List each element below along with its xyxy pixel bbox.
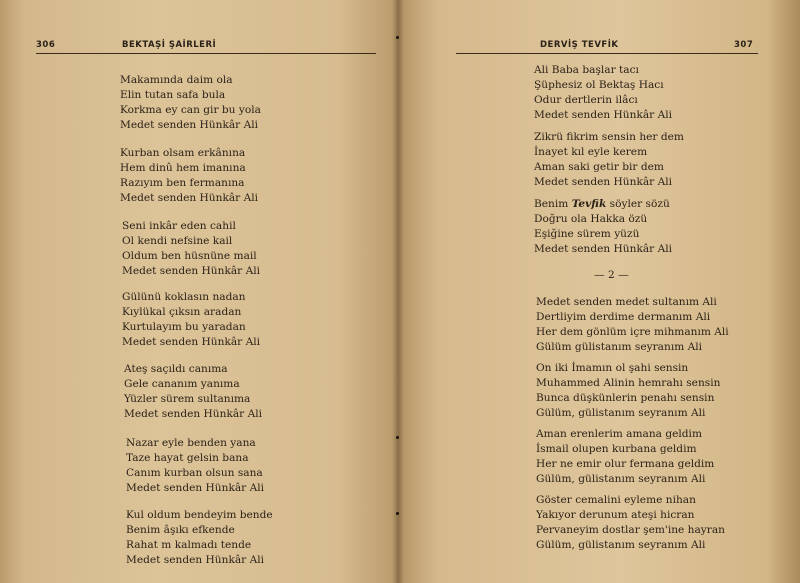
verse-line: İnayet kıl eyle kerem (534, 146, 648, 158)
left-stanza-4 (122, 290, 260, 350)
left-stanza-1 (120, 73, 261, 133)
left-page-number: 306 (36, 40, 56, 50)
verse-line: Zikrü fikrim sensin her dem (534, 131, 684, 143)
verse-line: Medet senden Hünkâr Ali (534, 243, 673, 255)
verse-line: Medet senden Hünkâr Ali (120, 192, 259, 204)
verse-line: On iki İmamın ol şahi sensin (536, 362, 689, 374)
verse-line: Yakıyor derunum ateşi hicran (536, 509, 695, 521)
verse-line: Gülünü koklasın nadan (122, 291, 246, 303)
left-header-rule (36, 53, 376, 54)
verse-line: Gülüm, gülistanım seyranım Ali (536, 407, 706, 419)
verse-line: Medet senden Hünkâr Ali (122, 336, 261, 348)
verse-line: Kıylükal çıksın aradan (122, 306, 242, 318)
left-page (0, 0, 398, 583)
verse-line: Razıyım ben fermanına (120, 177, 245, 189)
verse-line: Korkma ey can gir bu yola (120, 104, 261, 116)
verse-line: Kul oldum bendeyim bende (126, 509, 273, 521)
verse-line: Rahat m kalmadı tende (126, 539, 252, 551)
verse-line: Kurtulayım bu yaradan (122, 321, 246, 333)
left-running-head: BEKTAŞİ ŞAİRLERİ (122, 40, 217, 50)
right-stanza-3 (536, 295, 729, 355)
verse-line: Eşiğine sürem yüzü (534, 228, 640, 240)
verse-line (534, 197, 672, 212)
verse-line: Medet senden Hünkâr Ali (122, 265, 261, 277)
verse-line: Taze hayat gelsin bana (126, 452, 249, 464)
verse-line: Canım kurban olsun sana (126, 467, 263, 479)
verse-line: Doğru ola Hakka özü (534, 213, 648, 225)
verse-line: Medet senden Hünkâr Ali (120, 119, 259, 131)
verse-line: Ol kendi nefsine kail (122, 235, 233, 247)
verse-line: Yüzler sürem sultanıma (124, 393, 251, 405)
verse-line: Medet senden Hünkâr Ali (126, 482, 265, 494)
right-page-number: 307 (734, 40, 754, 50)
right-stanza-1 (534, 63, 672, 123)
verse-line: Her dem gönlüm içre mihmanım Ali (536, 326, 729, 338)
left-stanza-5 (124, 362, 262, 422)
verse-line: Aman erenlerim amana geldim (536, 428, 702, 440)
binding-staple (396, 436, 399, 439)
verse-line: Aman saki getir bir dem (534, 161, 664, 173)
verse-line: Gülüm, gülistanım seyranım Ali (536, 539, 706, 551)
verse-line: Bunca düşkünlerin penahı sensin (536, 392, 715, 404)
verse-line: Medet senden Hünkâr Ali (534, 176, 673, 188)
verse-line: Göster cemalini eyleme nihan (536, 494, 696, 506)
verse-line: İsmail olupen kurbana geldim (536, 443, 697, 455)
verse-line: Muhammed Alinin hemrahı sensin (536, 377, 721, 389)
right-stanza-6 (536, 493, 725, 553)
left-stanza-2 (120, 146, 258, 206)
verse-line: Gülüm gülistanım seyranım Ali (536, 341, 703, 353)
verse-line: Elin tutan safa bula (120, 89, 226, 101)
left-stanza-6 (126, 436, 264, 496)
binding-staple (396, 36, 399, 39)
verse-line: Seni inkâr eden cahil (122, 220, 236, 232)
verse-line: Benim âşıkı efkende (126, 524, 235, 536)
right-signature-stanza (534, 197, 672, 257)
right-stanza-4 (536, 361, 720, 421)
verse-line: Her ne emir olur fermana geldim (536, 458, 715, 470)
poet-name: Tevfik (571, 198, 607, 210)
section-marker: — 2 — (594, 269, 629, 281)
right-header-rule (456, 53, 758, 54)
verse-line: Kurban olsam erkânına (120, 147, 246, 159)
verse-line: Medet senden Hünkâr Ali (126, 554, 265, 566)
right-running-head: DERVİŞ TEVFİK (540, 40, 619, 50)
verse-line: Oldum ben hüsnüne mail (122, 250, 257, 262)
verse-line: Makamında daim ola (120, 74, 233, 86)
verse-line: Medet senden medet sultanım Ali (536, 296, 717, 308)
right-stanza-2 (534, 130, 684, 190)
verse-line: Ali Baba başlar tacı (534, 64, 639, 76)
right-stanza-5 (536, 427, 714, 487)
right-page (398, 0, 800, 583)
verse-line: Ateş saçıldı canıma (124, 363, 228, 375)
verse-line: Dertliyim derdime dermanım Ali (536, 311, 711, 323)
verse-line: Odur dertlerin ilâcı (534, 94, 638, 106)
verse-line: Hem dinû hem imanına (120, 162, 246, 174)
verse-text: söyler sözü (606, 198, 670, 210)
verse-line: Medet senden Hünkâr Ali (124, 408, 263, 420)
binding-staple (396, 512, 399, 515)
verse-line: Şüphesiz ol Bektaş Hacı (534, 79, 664, 91)
verse-text: Benim (534, 198, 572, 210)
verse-line: Gülüm, gülistanım seyranım Ali (536, 473, 706, 485)
left-stanza-7 (126, 508, 273, 568)
verse-line: Pervaneyim dostlar şem'ine hayran (536, 524, 725, 536)
left-stanza-3 (122, 219, 260, 279)
verse-line: Gele cananım yanıma (124, 378, 240, 390)
book-gutter (392, 0, 404, 583)
verse-line: Nazar eyle benden yana (126, 437, 256, 449)
verse-line: Medet senden Hünkâr Ali (534, 109, 673, 121)
